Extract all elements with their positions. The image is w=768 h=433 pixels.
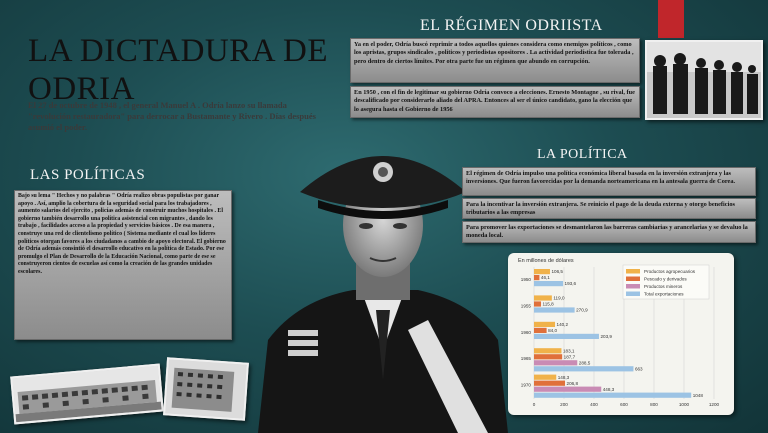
chart-title: En millones de dólares bbox=[518, 258, 574, 264]
chart-x-tick-label: 400 bbox=[590, 402, 598, 407]
politica-heading: LA POLÍTICA bbox=[537, 147, 628, 162]
chart-bar bbox=[534, 322, 555, 327]
chart-data-label: 46,1 bbox=[540, 275, 550, 281]
chart-legend-label: Pescado y derivados bbox=[644, 276, 687, 282]
chart-bar bbox=[534, 307, 575, 312]
chart-data-label: 288,5 bbox=[578, 360, 591, 366]
chart-x-tick-label: 1200 bbox=[708, 402, 720, 407]
exports-chart-svg bbox=[508, 253, 734, 415]
chart-bar bbox=[534, 334, 599, 339]
chart-bar bbox=[534, 360, 577, 365]
chart-data-label: 148,3 bbox=[557, 374, 570, 380]
chart-data-label: 106,5 bbox=[551, 269, 563, 275]
housing-building-photo bbox=[163, 357, 249, 421]
chart-category-label: 1955 bbox=[520, 303, 531, 309]
chart-data-label: 84,0 bbox=[548, 328, 558, 333]
chart-data-label: 663 bbox=[634, 366, 643, 372]
chart-bar bbox=[534, 348, 561, 353]
chart-legend-swatch bbox=[626, 277, 640, 282]
exports-chart bbox=[508, 253, 734, 415]
school-building-photo bbox=[10, 364, 164, 425]
chart-data-label: 193,6 bbox=[564, 281, 577, 287]
chart-legend-swatch bbox=[626, 292, 640, 297]
accent-tab bbox=[658, 0, 684, 38]
chart-data-label: 448,3 bbox=[602, 386, 615, 392]
chart-bar bbox=[534, 295, 552, 300]
chart-data-label: 183,1 bbox=[562, 348, 575, 354]
politica-text-box-2: Para la incentivar la inversión extranjera. Se reinicio el pago de la deuda externa y otorgo beneficios tributarios a las empresas bbox=[462, 198, 756, 219]
chart-x-tick-label: 200 bbox=[560, 402, 568, 407]
chart-legend-label: Total exportaciones bbox=[644, 291, 684, 297]
chart-data-label: 203,9 bbox=[600, 334, 612, 339]
chart-legend-swatch bbox=[626, 284, 640, 289]
chart-data-label: 140,2 bbox=[556, 322, 569, 327]
regimen-text-box-2: En 1950 , con el fin de legitimar su gobierno Odría convoco a elecciones. Ernesto Montagne , su rival, fue descalificado por considerarlo aliado del APRA. Entonces al ser el único candidato, gano la elección que lo asegura hasta el Gobierno de 1956 bbox=[350, 86, 640, 118]
chart-bar bbox=[534, 354, 562, 359]
chart-bar bbox=[534, 275, 539, 280]
chart-legend-swatch bbox=[626, 269, 640, 274]
chart-data-label: 206,8 bbox=[566, 380, 579, 386]
chart-data-label: 270,9 bbox=[576, 307, 588, 313]
chart-data-label: 119,0 bbox=[553, 295, 565, 301]
politica-text-box-3: Para promover las exportaciones se desmantelaron las barreras cambiarias y arancelarias y se devaluo la moneda local. bbox=[462, 221, 756, 243]
chart-x-tick-label: 0 bbox=[532, 402, 536, 407]
chart-category-label: 1950 bbox=[520, 277, 531, 282]
chart-bar bbox=[534, 269, 550, 274]
intro-text: El 27 de octubre de 1948 , el general Manuel A . Odría lanzo su llamada "revolución restauradora" para derrocar a Bustamante y Rivero . Días después asumió el poder. bbox=[28, 100, 316, 132]
chart-category-label: 1960 bbox=[520, 329, 531, 335]
chart-legend-label: Productos mineros bbox=[644, 284, 683, 289]
chart-bar bbox=[534, 375, 556, 380]
chart-x-tick-label: 600 bbox=[620, 402, 628, 407]
chart-category-label: 1965 bbox=[520, 356, 531, 362]
chart-bar bbox=[534, 366, 633, 371]
chart-bar bbox=[534, 328, 547, 333]
regimen-heading: EL RÉGIMEN ODRIISTA bbox=[420, 17, 603, 34]
chart-category-label: 1970 bbox=[520, 382, 531, 388]
chart-bar bbox=[534, 393, 691, 398]
officers-photo bbox=[645, 40, 763, 120]
chart-x-tick-label: 800 bbox=[650, 402, 658, 407]
chart-data-label: 115,8 bbox=[542, 301, 554, 307]
regimen-text-box-1: Ya en el poder, Odría buscó reprimir a todos aquellos quienes considera como enemigos políticos , como los apristas, grupos sindicales , políticos y periodistas opositores . La actividad periodística fue tolerada , pero dentro de ciertos límites. Por otra parte fue un régimen que abundo en corrupción. bbox=[350, 38, 640, 83]
politica-text-box-1: El régimen de Odría impulso una política económica liberal basada en la inversión extranjera y las inversiones. Que fueron favorecidas por la demanda norteamericana en la antesala guerra de Corea. bbox=[462, 167, 756, 196]
politicas-text-box: Bajo su lema " Hechos y no palabras " Odría realizo obras populistas por ganar apoyo . Así, amplio la cobertura de la seguridad social para los trabajadores , aumento salarios del ejercito , policías además de construir muchos hospitales . El gobierno también desarrollo una política asistencial con migrantes , dando les trabajo , facilidades acceso a la propiedad y servicios básicos . De esa manera , construye una red de clientelismo político ( Sistema mediante el cual los líderes políticos otorgan favores a los ciudadanos a cambio de apoyo electoral. El gobierno de Odría además consintió el desarrollo educativo en la política de Estado. Por ese promulgo el Plan de Desarrollo de la Educación Nacional, como parte de ese se construyeron cientos de escuelas así como la creación de las grandes unidades escolares. bbox=[14, 190, 232, 340]
chart-bar bbox=[534, 281, 563, 286]
chart-data-label: 1048 bbox=[692, 392, 703, 398]
chart-bar bbox=[534, 381, 565, 386]
chart-data-label: 187,7 bbox=[563, 354, 576, 360]
page-title: LA DICTADURA DE ODRIA bbox=[28, 33, 329, 107]
chart-bar bbox=[534, 301, 541, 306]
chart-legend-label: Productos agropecuarios bbox=[644, 269, 696, 274]
politicas-heading: LAS POLÍTICAS bbox=[30, 167, 146, 183]
chart-x-tick-label: 1000 bbox=[678, 402, 690, 407]
chart-bar bbox=[534, 387, 601, 392]
